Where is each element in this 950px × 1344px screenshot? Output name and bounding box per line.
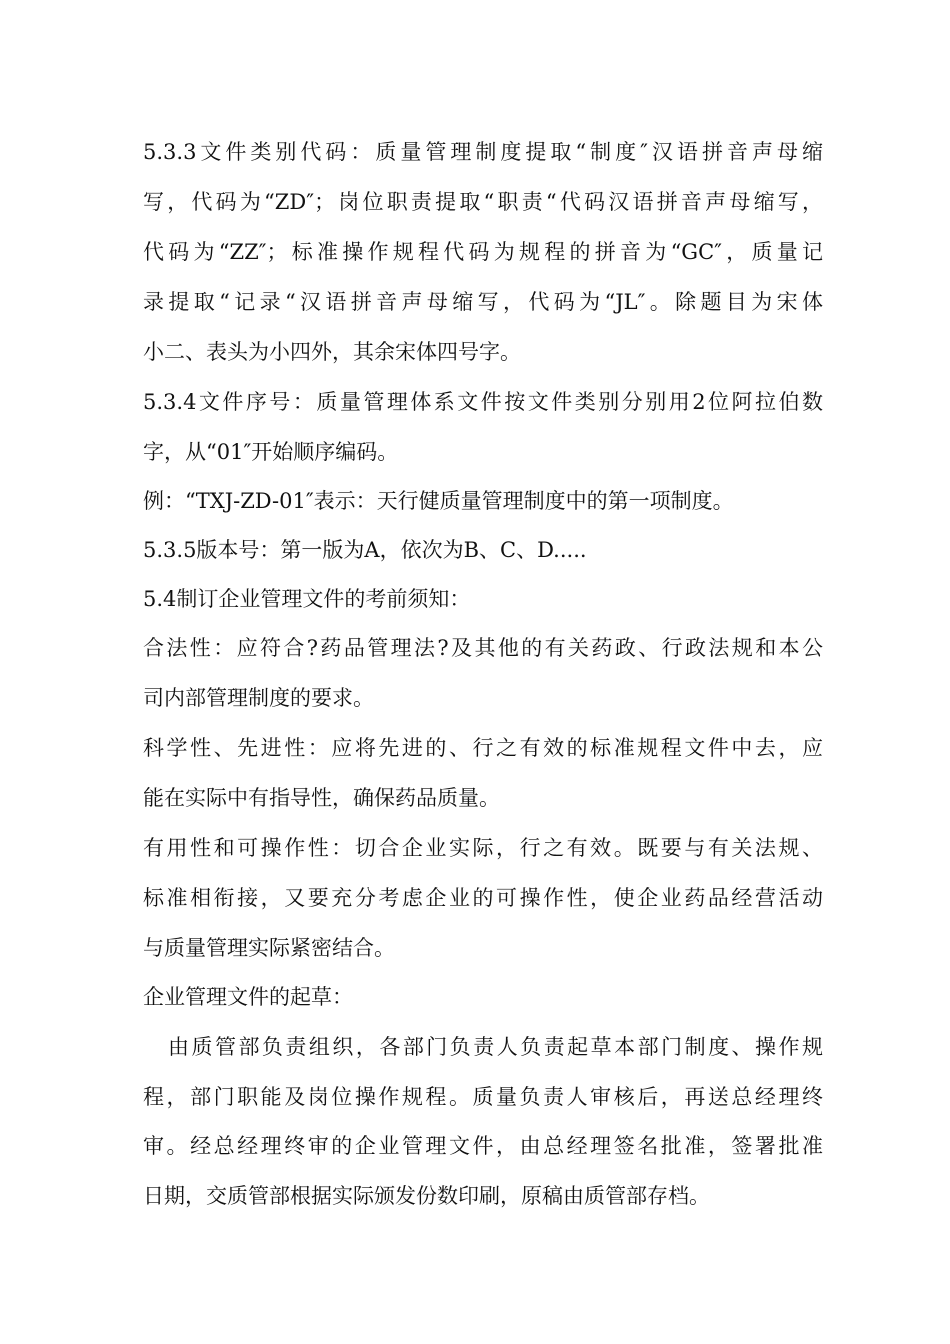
- paragraph-line: 5.3.3文件类别代码：质量管理制度提取“制度″汉语拼音声母缩: [143, 140, 823, 164]
- paragraph-line: 日期，交质管部根据实际颁发份数印刷，原稿由质管部存档。: [143, 1184, 710, 1208]
- paragraph-line: 有用性和可操作性：切合企业实际，行之有效。既要与有关法规、: [143, 836, 823, 860]
- paragraph-line: 5.3.4文件序号：质量管理体系文件按文件类别分别用2位阿拉伯数: [143, 390, 823, 414]
- paragraph-line: 代码为“ZZ″；标准操作规程代码为规程的拼音为“GC″，质量记: [143, 240, 823, 264]
- paragraph-line: 审。经总经理终审的企业管理文件，由总经理签名批准，签署批准: [143, 1134, 823, 1158]
- paragraph-line: 例：“TXJ-ZD-01″表示：天行健质量管理制度中的第一项制度。: [143, 489, 734, 513]
- paragraph-line: 司内部管理制度的要求。: [143, 686, 374, 710]
- paragraph-line: 标准相衔接，又要充分考虑企业的可操作性，使企业药品经营活动: [143, 886, 823, 910]
- paragraph-line: 能在实际中有指导性，确保药品质量。: [143, 786, 500, 810]
- section-heading: 企业管理文件的起草：: [143, 985, 353, 1009]
- paragraph-line: 小二、表头为小四外，其余宋体四号字。: [143, 340, 521, 364]
- paragraph-line: 字，从“01″开始顺序编码。: [143, 440, 399, 464]
- paragraph-line: 5.3.5版本号：第一版为A，依次为B、C、D.....: [143, 538, 587, 562]
- paragraph-line: 科学性、先进性：应将先进的、行之有效的标准规程文件中去，应: [143, 736, 823, 760]
- paragraph-line: 由质管部负责组织，各部门负责人负责起草本部门制度、操作规: [168, 1035, 823, 1059]
- paragraph-line: 写，代码为“ZD″；岗位职责提取“职责“代码汉语拼音声母缩写，: [143, 190, 823, 214]
- paragraph-line: 合法性：应符合?药品管理法?及其他的有关药政、行政法规和本公: [143, 636, 823, 660]
- paragraph-line: 程，部门职能及岗位操作规程。质量负责人审核后，再送总经理终: [143, 1085, 823, 1109]
- paragraph-line: 与质量管理实际紧密结合。: [143, 936, 395, 960]
- section-heading: 5.4制订企业管理文件的考前须知：: [143, 587, 471, 611]
- paragraph-line: 录提取“记录“汉语拼音声母缩写，代码为“JL″。除题目为宋体: [143, 290, 823, 314]
